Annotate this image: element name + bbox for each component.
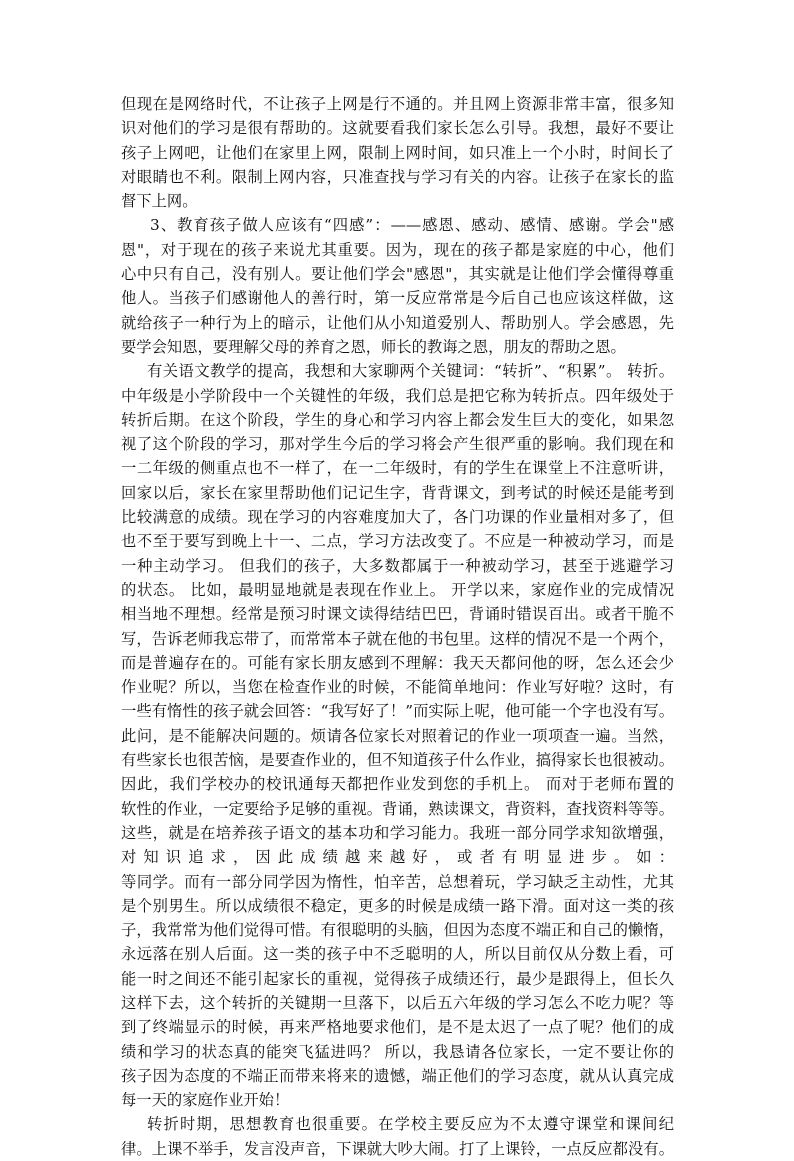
text-line: 对知识追求，因此成绩越来越好，或者有明显进步。如： <box>121 848 674 867</box>
text-line: 他人。当孩子们感谢他人的善行时，第一反应常常是今后自己也应该这样做，这 <box>121 289 674 308</box>
text-line: 转折时期，思想教育也很重要。在学校主要反应为不太遵守课堂和课间纪 <box>147 1115 674 1134</box>
text-line: 这样下去，这个转折的关键期一旦落下，以后五六年级的学习怎么不吃力呢？等 <box>121 993 674 1012</box>
text-line: 能一时之间还不能引起家长的重视，觉得孩子成绩还行，最少是跟得上，但长久 <box>121 969 674 988</box>
text-line: 一些有惰性的孩子就会回答：“我写好了！”而实际上呢，他可能一个字也没有写。 <box>121 702 674 721</box>
text-line: 此问，是不能解决问题的。烦请各位家长对照着记的作业一项项查一遍。当然， <box>121 726 674 745</box>
text-line: 中年级是小学阶段中一个关键性的年级，我们总是把它称为转折点。四年级处于 <box>121 386 674 405</box>
text-line: 视了这个阶段的学习，那对学生今后的学习将会产生很严重的影响。我们现在和 <box>121 435 674 454</box>
text-line: 这些，就是在培养孩子语文的基本功和学习能力。我班一部分同学求知欲增强， <box>121 823 674 842</box>
text-line: 的状态。 比如，最明显地就是表现在作业上。 开学以来，家庭作业的完成情况 <box>121 580 674 599</box>
text-line: 永远落在别人后面。这一类的孩子中不乏聪明的人，所以目前仅从分数上看，可 <box>121 945 674 964</box>
text-line: 软性的作业，一定要给予足够的重视。背诵，熟读课文，背资料，查找资料等等。 <box>121 799 674 818</box>
text-line: 有些家长也很苦恼，是要查作业的，但不知道孩子什么作业，搞得家长也很被动。 <box>121 751 674 770</box>
text-line: 孩子因为态度的不端正而带来将来的遗憾，端正他们的学习态度，就从认真完成 <box>121 1066 674 1085</box>
text-line: 心中只有自己，没有别人。要让他们学会"感恩"，其实就是让他们学会懂得尊重 <box>121 265 674 284</box>
text-line: 子，我常常为他们觉得可惜。有很聪明的头脑，但因为态度不端正和自己的懒惰， <box>121 921 674 940</box>
document-body <box>121 92 674 1161</box>
text-line: 比较满意的成绩。现在学习的内容难度加大了，各门功课的作业量相对多了，但 <box>121 508 674 527</box>
text-line: 3、教育孩子做人应该有“四感”：——感恩、感动、感情、感谢。学会"感 <box>150 216 674 235</box>
text-line: 回家以后，家长在家里帮助他们记记生字，背背课文，到考试的时候还是能考到 <box>121 483 674 502</box>
text-line: 恩"，对于现在的孩子来说尤其重要。因为，现在的孩子都是家庭的中心，他们 <box>121 240 674 259</box>
text-line: 一二年级的侧重点也不一样了，在一二年级时，有的学生在课堂上不注意听讲， <box>121 459 674 478</box>
text-line: 识对他们的学习是很有帮助的。这就要看我们家长怎么引导。我想，最好不要让 <box>121 119 674 138</box>
text-line: 因此，我们学校办的校讯通每天都把作业发到您的手机上。 而对于老师布置的 <box>121 775 674 794</box>
text-line: 转折后期。在这个阶段，学生的身心和学习内容上都会发生巨大的变化，如果忽 <box>121 410 674 429</box>
text-line: 等同学。而有一部分同学因为惰性，怕辛苦，总想着玩，学习缺乏主动性，尤其 <box>121 872 674 891</box>
text-line: 就给孩子一种行为上的暗示，让他们从小知道爱别人、帮助别人。学会感恩，先 <box>121 313 674 332</box>
text-line: 但现在是网络时代，不让孩子上网是行不通的。并且网上资源非常丰富，很多知 <box>121 95 674 113</box>
text-line: 相当地不理想。经常是预习时课文读得结结巴巴，背诵时错误百出。或者干脆不 <box>121 605 674 624</box>
text-line: 每一天的家庭作业开始！ <box>121 1091 290 1110</box>
text-line: 有关语文教学的提高，我想和大家聊两个关键词：“转折”、“积累”。 转折。 <box>147 362 674 381</box>
text-line: 也不至于要写到晚上十一、二点，学习方法改变了。不应是一种被动学习，而是 <box>121 532 674 551</box>
text-line: 律。上课不举手，发言没声音，下课就大吵大闹。打了上课铃，一点反应都没有。 <box>121 1139 674 1158</box>
text-line: 督下上网。 <box>121 192 198 211</box>
text-line: 而是普遍存在的。可能有家长朋友感到不理解：我天天都问他的呀，怎么还会少 <box>121 653 674 672</box>
text-line: 对眼睛也不利。限制上网内容，只准查找与学习有关的内容。让孩子在家长的监 <box>121 167 674 186</box>
text-line: 一种主动学习。 但我们的孩子，大多数都属于一种被动学习，甚至于逃避学习 <box>121 556 674 575</box>
text-line: 作业呢？所以，当您在检查作业的时候，不能简单地问：作业写好啦？这时，有 <box>121 678 674 697</box>
text-line: 是个别男生。所以成绩很不稳定，更多的时候是成绩一路下滑。面对这一类的孩 <box>121 896 674 915</box>
text-line: 孩子上网吧，让他们在家里上网，限制上网时间，如只准上一个小时，时间长了 <box>121 143 674 162</box>
text-line: 要学会知恩，要理解父母的养育之恩，师长的教诲之恩，朋友的帮助之恩。 <box>121 337 626 356</box>
text-line: 绩和学习的状态真的能突飞猛进吗？ 所以，我恳请各位家长，一定不要让你的 <box>121 1042 674 1061</box>
text-line: 写，告诉老师我忘带了，而常常本子就在他的书包里。这样的情况不是一个两个， <box>121 629 674 648</box>
text-line: 到了终端显示的时候，再来严格地要求他们，是不是太迟了一点了呢？他们的成 <box>121 1018 674 1037</box>
